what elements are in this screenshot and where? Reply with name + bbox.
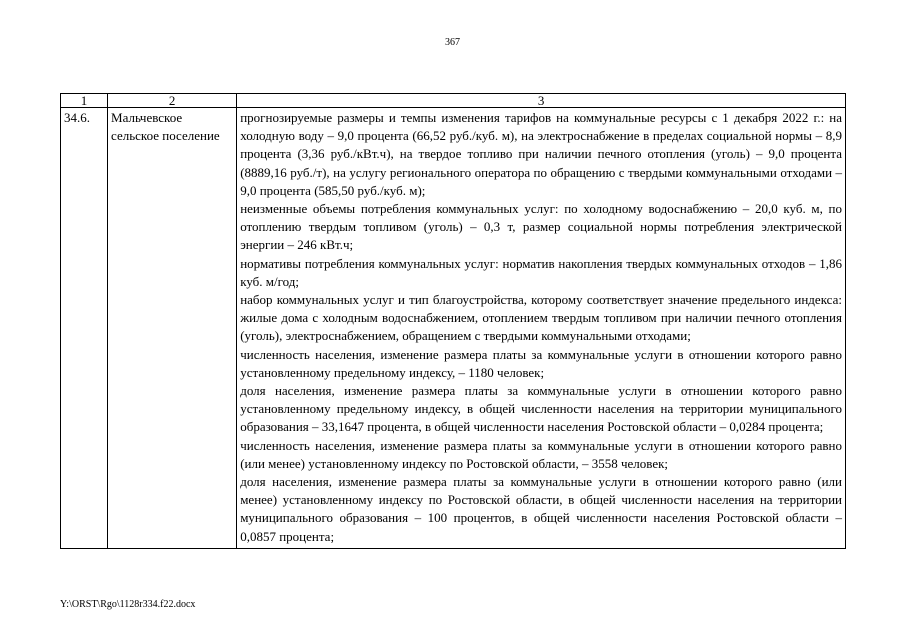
population-at-regional-index-paragraph: численность населения, изменение размера платы за коммунальные услуги в отношении которого равно (или менее) установленному индексу по Ростовской области, – 3558 человек; (240, 437, 842, 471)
footer-file-path: Y:\ORST\Rgo\1128r334.f22.docx (60, 599, 196, 610)
population-at-limit-paragraph: численность населения, изменение размера платы за коммунальные услуги в отношении которого равно установленному предельному индексу, – 1180 человек; (240, 346, 842, 380)
population-share-regional-paragraph: доля населения, изменение размера платы за коммунальные услуги в отношении которого равно (или менее) установленному индексу по Ростовской области, в общей численности населения на территории муниципального образования – 100 процентов, в общей численности населения Ростовской области – 0,0857 процента; (240, 474, 842, 544)
table-row (61, 108, 846, 549)
column-header-3: 3 (237, 94, 846, 108)
services-set-paragraph: набор коммунальных услуг и тип благоустройства, которому соответствует значение предельного индекса: жилые дома с холодным водоснабжением, отоплением твердым топливом при наличии печного отопления (уголь), электроснабжением, обращением с твердыми коммунальными отходами; (240, 292, 842, 344)
row-number: 34.6. (61, 108, 108, 549)
table-header-row (61, 94, 846, 108)
column-header-1: 1 (61, 94, 108, 108)
page-number: 367 (445, 37, 460, 48)
tariff-forecast-paragraph: прогнозируемые размеры и темпы изменения тарифов на коммунальные ресурсы с 1 декабря 2022 г.: на холодную воду – 9,0 процента (66,52 руб./куб. м), на электроснабжение в пределах социальной нормы – 8,9 процента (3,36 руб./кВт.ч), на твердое топливо при наличии печного отопления (уголь) – 9,0 процента (8889,16 руб./т), на услугу регионального оператора по обращению с твердыми коммунальными отходами – 9,0 процента (585,50 руб./куб. м); (240, 110, 842, 198)
population-share-at-limit-paragraph: доля населения, изменение размера платы за коммунальные услуги в отношении которого равно установленному предельному индексу, в общей численности населения на территории муниципального образования – 33,1647 процента, в общей численности населения Ростовской области – 0,0284 процента; (240, 383, 842, 435)
row-details (237, 108, 846, 549)
column-header-2: 2 (108, 94, 237, 108)
consumption-volumes-paragraph: неизменные объемы потребления коммунальных услуг: по холодному водоснабжению – 20,0 куб. м, по отоплению твердым топливом (уголь) – 0,3 т, размер социальной нормы потребления электрической энергии – 246 кВт.ч; (240, 201, 842, 253)
consumption-norms-paragraph: нормативы потребления коммунальных услуг: норматив накопления твердых коммунальных отходов – 1,86 куб. м/год; (240, 255, 842, 289)
settlement-name: Мальчевское сельское поселение (108, 108, 237, 549)
tariff-table (60, 93, 846, 549)
